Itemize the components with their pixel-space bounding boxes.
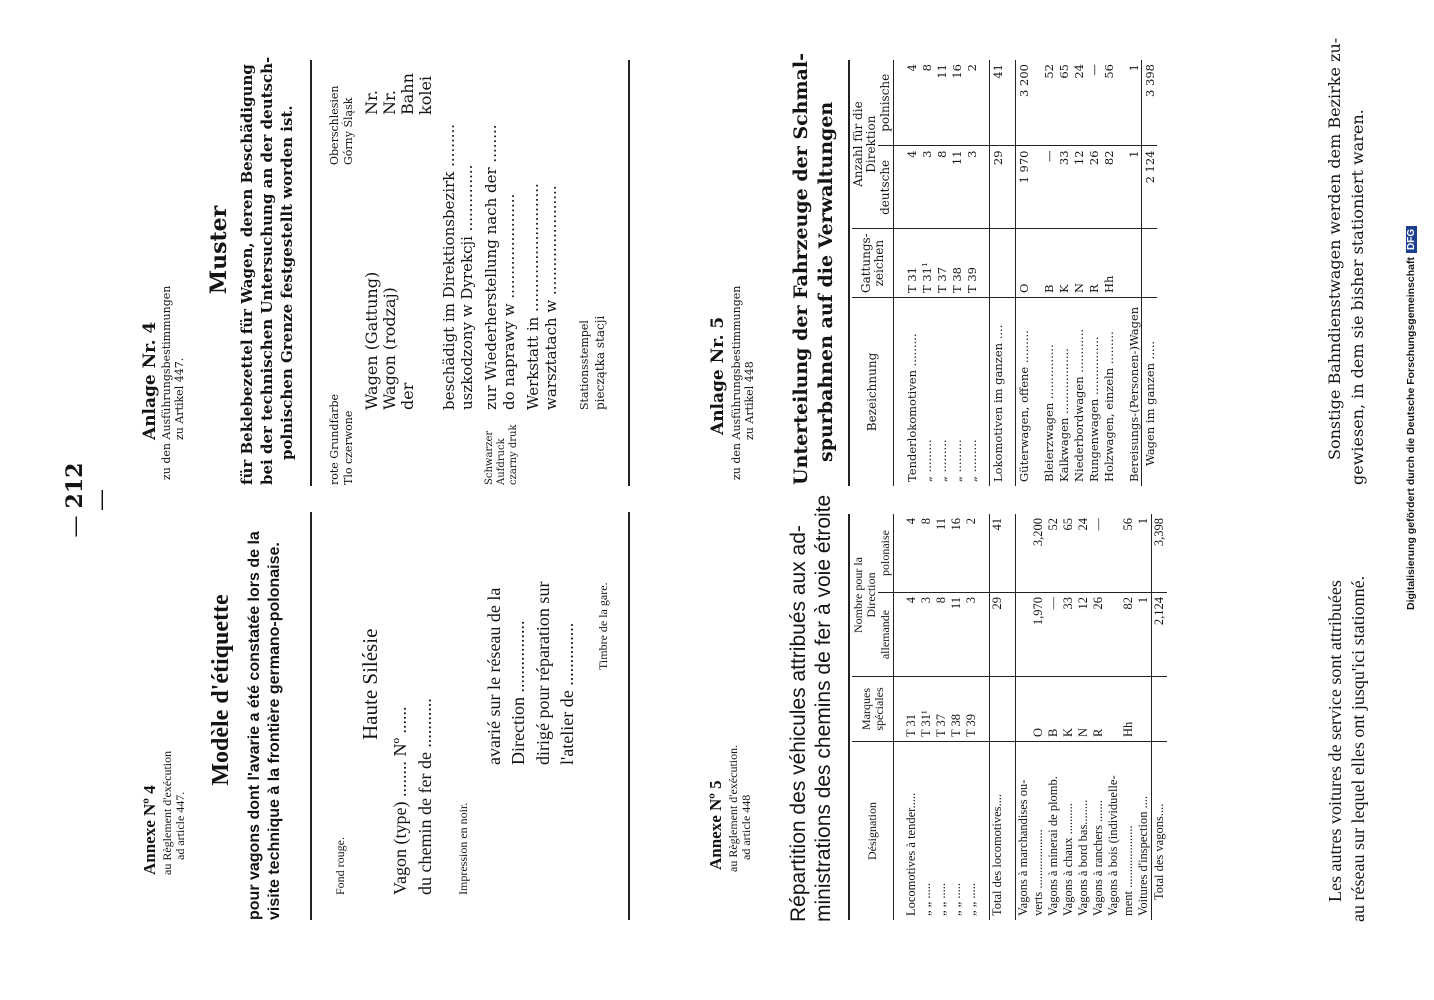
de-repair-pl: do naprawy w ...................... bbox=[500, 193, 518, 410]
fr-annex4-sub1: au Règlement d'exécution bbox=[160, 750, 174, 875]
fr-annex4-title: Annexe Nº 4 bbox=[140, 785, 159, 875]
fr-annex4-line-avarie: avarié sur le réseau de la bbox=[484, 587, 504, 765]
fr-annex5-table-top-rule bbox=[848, 514, 850, 920]
table-row: „ „ ..... T 38 11 16 bbox=[949, 514, 964, 920]
table-row: Kalkwagen .................. K 33 65 bbox=[1056, 60, 1071, 486]
de-anlage4-sub2: zu Artikel 447. bbox=[173, 357, 186, 440]
de-kolei: kolei bbox=[416, 75, 435, 115]
fr-annex5-title: Annexe Nº 5 bbox=[706, 780, 725, 870]
table-row: Bleierzwagen ............... B — 52 bbox=[1041, 60, 1056, 486]
fr-annex5-table bbox=[852, 514, 1167, 920]
de-stamp-de: Stationsstempel bbox=[578, 320, 591, 410]
fr-annex4-region: Haute Silésie bbox=[358, 628, 382, 740]
de-anlage5-heading-2: spurbahnen auf die Verwaltungen bbox=[815, 101, 837, 462]
table-row: Vagons à bois (individuelle- bbox=[1106, 514, 1121, 920]
de-dmg-pl: uszkodzony w Dyrekcji .............. bbox=[458, 164, 476, 410]
de-anlage5-sub1: zu den Ausführungsbestimmungen bbox=[730, 285, 743, 480]
fr-annex5-heading-2: ministrations des chemins de fer à voie étroite bbox=[812, 494, 835, 922]
de-repair-de: zur Wiederherstellung nach der ........ bbox=[482, 124, 500, 410]
table-row: „ „ ..... T 37 8 11 bbox=[934, 514, 949, 920]
table-row: Tenderlokomotiven ......... T 31 4 4 bbox=[904, 60, 919, 486]
fr-annex4-fond: Fond rouge. bbox=[333, 837, 347, 895]
table-row: Niederbordwagen ............ N 12 24 bbox=[1071, 60, 1086, 486]
de-bahn: Bahn bbox=[398, 73, 417, 115]
de-anlage5-heading-1: Unterteilung der Fahrzeuge der Schmal- bbox=[790, 53, 812, 485]
table-row: Güterwagen, offene ......... O 1 970 3 200 bbox=[1016, 60, 1032, 486]
de-shop-pl: warsztatach w ....................... bbox=[542, 185, 560, 410]
table-row: Voitures d'inspection .... 1 1 bbox=[1136, 514, 1152, 920]
de-anlage4-sub-b: bei der technischen Untersuchung an der deutsch- bbox=[258, 56, 276, 485]
de-shop-de: Werkstatt in ........................... bbox=[524, 183, 542, 410]
de-dmg-de: beschädigt im Direktionsbezirk ......... bbox=[440, 123, 458, 410]
de-wagen-de: Wagen (Gattung) bbox=[362, 271, 381, 410]
de-col-gatt: Gattungs- zeichen bbox=[852, 229, 894, 298]
fr-col-nombre: Nombre pour la Direction bbox=[852, 514, 878, 677]
table-row: ment .................... Hh 82 56 bbox=[1121, 514, 1136, 920]
de-region-pl: Górny Śląsk bbox=[342, 97, 355, 165]
digitization-note bbox=[1405, 226, 1417, 610]
fr-annex4-bottom-rule bbox=[628, 512, 630, 920]
dfg-logo: DFG bbox=[1406, 226, 1417, 253]
de-anlage4-title: Anlage Nr. 4 bbox=[140, 321, 160, 440]
de-ground-pl: Tlo czerwone bbox=[342, 410, 355, 485]
fr-annex5-heading-1: Répartition des véhicules attribués aux ad- bbox=[787, 525, 810, 922]
fr-annex4-stamp: Timbre de la gare. bbox=[596, 582, 610, 670]
de-der: der bbox=[398, 382, 417, 410]
fr-annex5-sub2: ad article 448 bbox=[739, 794, 753, 860]
table-row: Vagons à chaux .......... K 33 65 bbox=[1061, 514, 1076, 920]
table-row: Vagons à bord bas........ N 12 24 bbox=[1076, 514, 1091, 920]
table-row: verts ................... O 1,970 3,200 bbox=[1031, 514, 1046, 920]
de-ground-de: rote Grundfarbe bbox=[328, 393, 341, 485]
table-row: „ ......... T 31¹ 3 8 bbox=[919, 60, 934, 486]
de-col-polnische: polnische bbox=[878, 60, 894, 146]
table-row: Bereisungs-(Personen-)Wagen 1 1 bbox=[1126, 60, 1142, 486]
fr-col-marques: Marques spéciales bbox=[852, 677, 894, 742]
table-row: Locomotives à tender..... T 31 4 4 bbox=[904, 514, 919, 920]
fr-annex5-note-1: Les autres voitures de service sont attribuées bbox=[1325, 580, 1345, 902]
de-anlage4-sub1: zu den Ausführungsbestimmungen bbox=[160, 285, 173, 480]
de-nr-2: Nr. bbox=[380, 90, 399, 115]
table-row-total: Lokomotiven im ganzen .... 29 41 bbox=[990, 60, 1006, 486]
de-anlage4-sub-a: für Beklebezettel für Wagen, deren Beschädigung bbox=[238, 64, 256, 485]
table-row: Rungenwagen ................ R 26 — bbox=[1086, 60, 1101, 486]
fr-col-polonaise: polonaise bbox=[878, 514, 894, 593]
table-row-total: Wagen im ganzen ..... 2 124 3 398 bbox=[1142, 60, 1158, 486]
de-anlage4-top-rule bbox=[310, 60, 312, 486]
digitization-note-text: Digitalisierung gefördert durch die Deutsche Forschungsgemeinschaft bbox=[1405, 257, 1417, 610]
de-col-bez: Bezeichnung bbox=[852, 298, 894, 487]
table-row: „ ......... T 38 11 16 bbox=[949, 60, 964, 486]
table-row: „ „ ..... T 31¹ 3 8 bbox=[919, 514, 934, 920]
table-row: „ ......... T 37 8 11 bbox=[934, 60, 949, 486]
de-print-label: Schwarzer Aufdruck czarny druk bbox=[484, 424, 519, 485]
fr-annex4-line-vagon: Vagon (type) ........ Nº ...... bbox=[390, 706, 410, 895]
fr-annex4-line-chemin: du chemin de fer de ........... bbox=[415, 698, 435, 895]
de-anlage5-table-top-rule bbox=[848, 60, 850, 486]
de-anlage5-table bbox=[852, 60, 1157, 486]
de-anlage4-sub-c: polnischen Grenze festgestellt worden ist. bbox=[278, 105, 296, 460]
fr-annex4-line-dirige: dirigé pour réparation sur bbox=[533, 581, 553, 765]
de-anlage5-note-2: gewiesen, in dem sie bisher stationiert waren. bbox=[1348, 109, 1367, 485]
fr-annex4-top-rule bbox=[310, 512, 312, 920]
fr-annex4-subheading-2: visite technique à la frontière germano-polonaise. bbox=[266, 542, 283, 920]
de-col-deutsche: deutsche bbox=[878, 146, 894, 229]
fr-annex4-subheading-1: pour vagons dont l'avarie a été constatée lors de la bbox=[246, 531, 263, 920]
table-row: Vagons à minerai de plomb. B — 52 bbox=[1046, 514, 1061, 920]
de-anlage4-bottom-rule bbox=[628, 60, 630, 486]
table-row: „ „ ..... T 39 3 2 bbox=[964, 514, 979, 920]
table-row: Vagons à marchandises ou- bbox=[1016, 514, 1032, 920]
fr-annex4-heading: Modèle d'étiquette bbox=[208, 594, 234, 786]
de-stamp-pl: pieczątka stacji bbox=[593, 315, 607, 410]
fr-annex5-sub1: au Règlement d'exécution. bbox=[726, 744, 740, 872]
fr-col-designation: Désignation bbox=[852, 742, 894, 921]
de-anlage5-note-1: Sonstige Bahndienstwagen werden dem Bezirke zu- bbox=[1325, 37, 1344, 460]
fr-annex5-note-2: au réseau sur lequel elles ont jusqu'ici stationné. bbox=[1348, 575, 1368, 922]
de-wagen-pl: Wagon (rodzaj) bbox=[380, 287, 399, 410]
de-anlage4-heading: Muster bbox=[206, 205, 232, 295]
fr-col-allemande: allemande bbox=[878, 593, 894, 677]
de-nr-1: Nr. bbox=[362, 90, 381, 115]
table-row-total: Total des locomotives.... 29 41 bbox=[990, 514, 1006, 920]
de-anlage5-title: Anlage Nr. 5 bbox=[708, 316, 728, 435]
fr-annex4-line-direction: Direction ................ bbox=[508, 620, 528, 765]
table-row: „ ......... T 39 3 2 bbox=[964, 60, 979, 486]
de-col-anz: Anzahl für die Direktion bbox=[852, 60, 878, 229]
de-anlage5-sub2: zu Artikel 448 bbox=[743, 361, 756, 440]
page-number: — 212 — bbox=[62, 450, 114, 550]
fr-annex4-line-atelier: l'atelier de .............. bbox=[557, 622, 577, 765]
table-row: Holzwagen, einzeln ......... Hh 82 56 bbox=[1101, 60, 1116, 486]
table-row-total: Total des vagons.... 2,124 3,398 bbox=[1152, 514, 1168, 920]
fr-annex4-sub2: ad article 447. bbox=[173, 791, 187, 860]
table-row: Vagons à ranchers ....... R 26 — bbox=[1091, 514, 1106, 920]
fr-annex4-impression: Impression en noir. bbox=[456, 802, 470, 895]
de-region-de: Oberschlesien bbox=[328, 85, 341, 165]
